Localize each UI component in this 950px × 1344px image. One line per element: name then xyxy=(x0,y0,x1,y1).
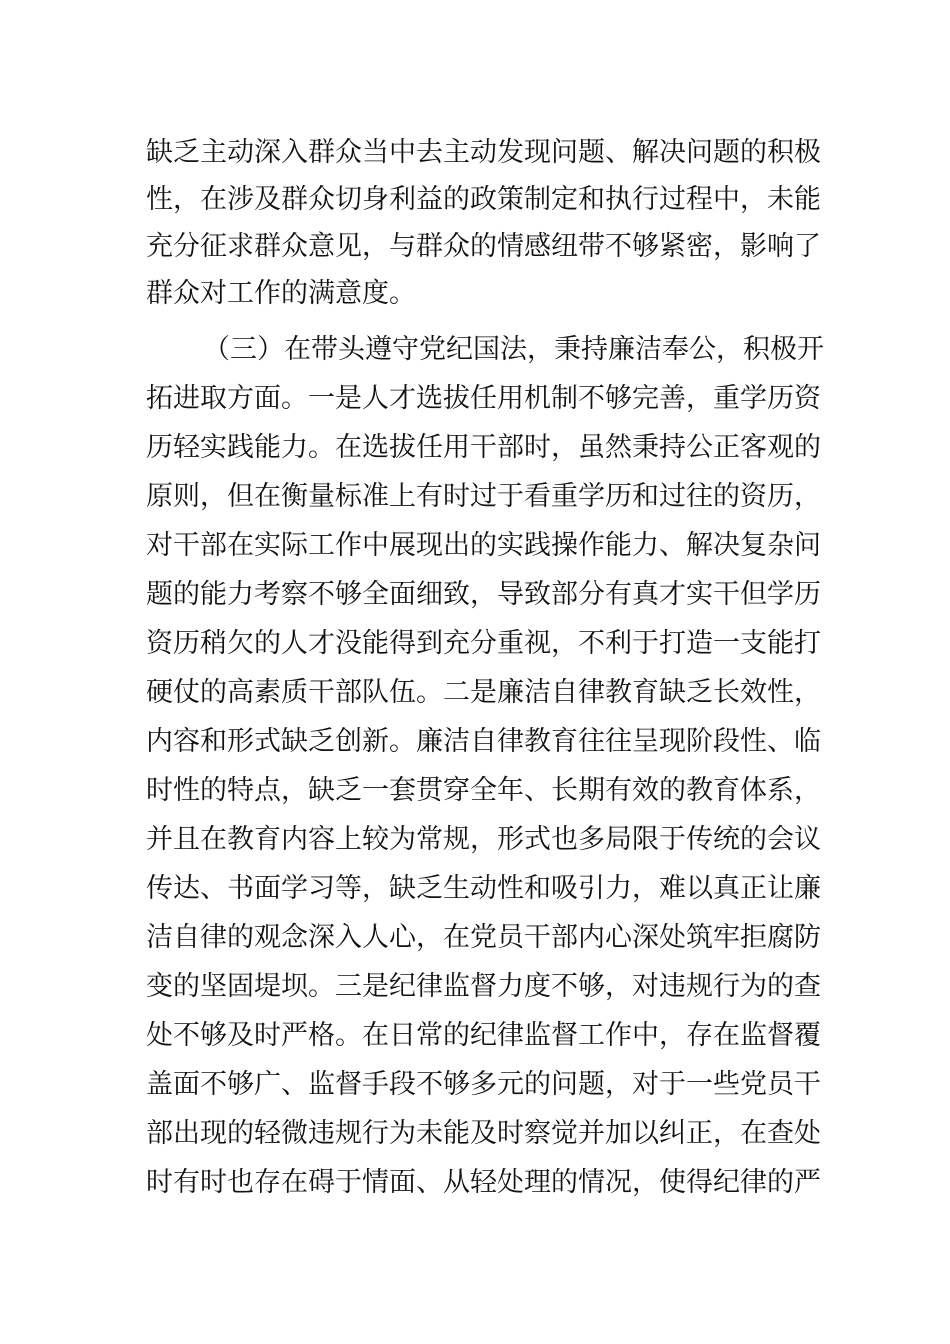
paragraph-2-line-15: 处不够及时严格。在日常的纪律监督工作中，存在监督覆 xyxy=(146,1020,821,1051)
paragraph-2-line-14: 变的坚固堤坝。三是纪律监督力度不够，对违规行为的查 xyxy=(146,971,821,1002)
paragraph-2-line-6: 题的能力考察不够全面细致，导致部分有真才实干但学历 xyxy=(146,579,821,610)
paragraph-2-line-17: 部出现的轻微违规行为未能及时察觉并加以纠正，在查处 xyxy=(146,1118,821,1149)
paragraph-2-line-18: 时有时也存在碍于情面、从轻处理的情况，使得纪律的严 xyxy=(146,1167,821,1198)
paragraph-2-line-11: 并且在教育内容上较为常规，形式也多局限于传统的会议 xyxy=(146,824,821,855)
paragraph-2-line-1: （三）在带头遵守党纪国法，秉持廉洁奉公，积极开 xyxy=(203,334,824,365)
paragraph-2-line-7: 资历稍欠的人才没能得到充分重视，不利于打造一支能打 xyxy=(146,628,821,659)
paragraph-1-line-2: 性，在涉及群众切身利益的政策制定和执行过程中，未能 xyxy=(146,184,821,215)
paragraph-2-line-16: 盖面不够广、监督手段不够多元的问题，对于一些党员干 xyxy=(146,1069,821,1100)
paragraph-2-line-13: 洁自律的观念深入人心，在党员干部内心深处筑牢拒腐防 xyxy=(146,922,821,953)
paragraph-1-line-4: 群众对工作的满意度。 xyxy=(146,278,416,309)
paragraph-2-line-5: 对干部在实际工作中展现出的实践操作能力、解决复杂问 xyxy=(146,530,821,561)
paragraph-2-line-12: 传达、书面学习等，缺乏生动性和吸引力，难以真正让廉 xyxy=(146,873,821,904)
paragraph-1-line-1: 缺乏主动深入群众当中去主动发现问题、解决问题的积极 xyxy=(146,137,821,168)
paragraph-2-line-8: 硬仗的高素质干部队伍。二是廉洁自律教育缺乏长效性， xyxy=(146,677,821,708)
paragraph-1-line-3: 充分征求群众意见，与群众的情感纽带不够紧密，影响了 xyxy=(146,231,821,262)
paragraph-2-line-3: 历轻实践能力。在选拔任用干部时，虽然秉持公正客观的 xyxy=(146,432,821,463)
paragraph-2-line-4: 原则，但在衡量标准上有时过于看重学历和过往的资历， xyxy=(146,481,821,512)
paragraph-2-line-2: 拓进取方面。一是人才选拔任用机制不够完善，重学历资 xyxy=(146,383,821,414)
paragraph-2-line-9: 内容和形式缺乏创新。廉洁自律教育往往呈现阶段性、临 xyxy=(146,726,821,757)
paragraph-2-line-10: 时性的特点，缺乏一套贯穿全年、长期有效的教育体系， xyxy=(146,775,821,806)
